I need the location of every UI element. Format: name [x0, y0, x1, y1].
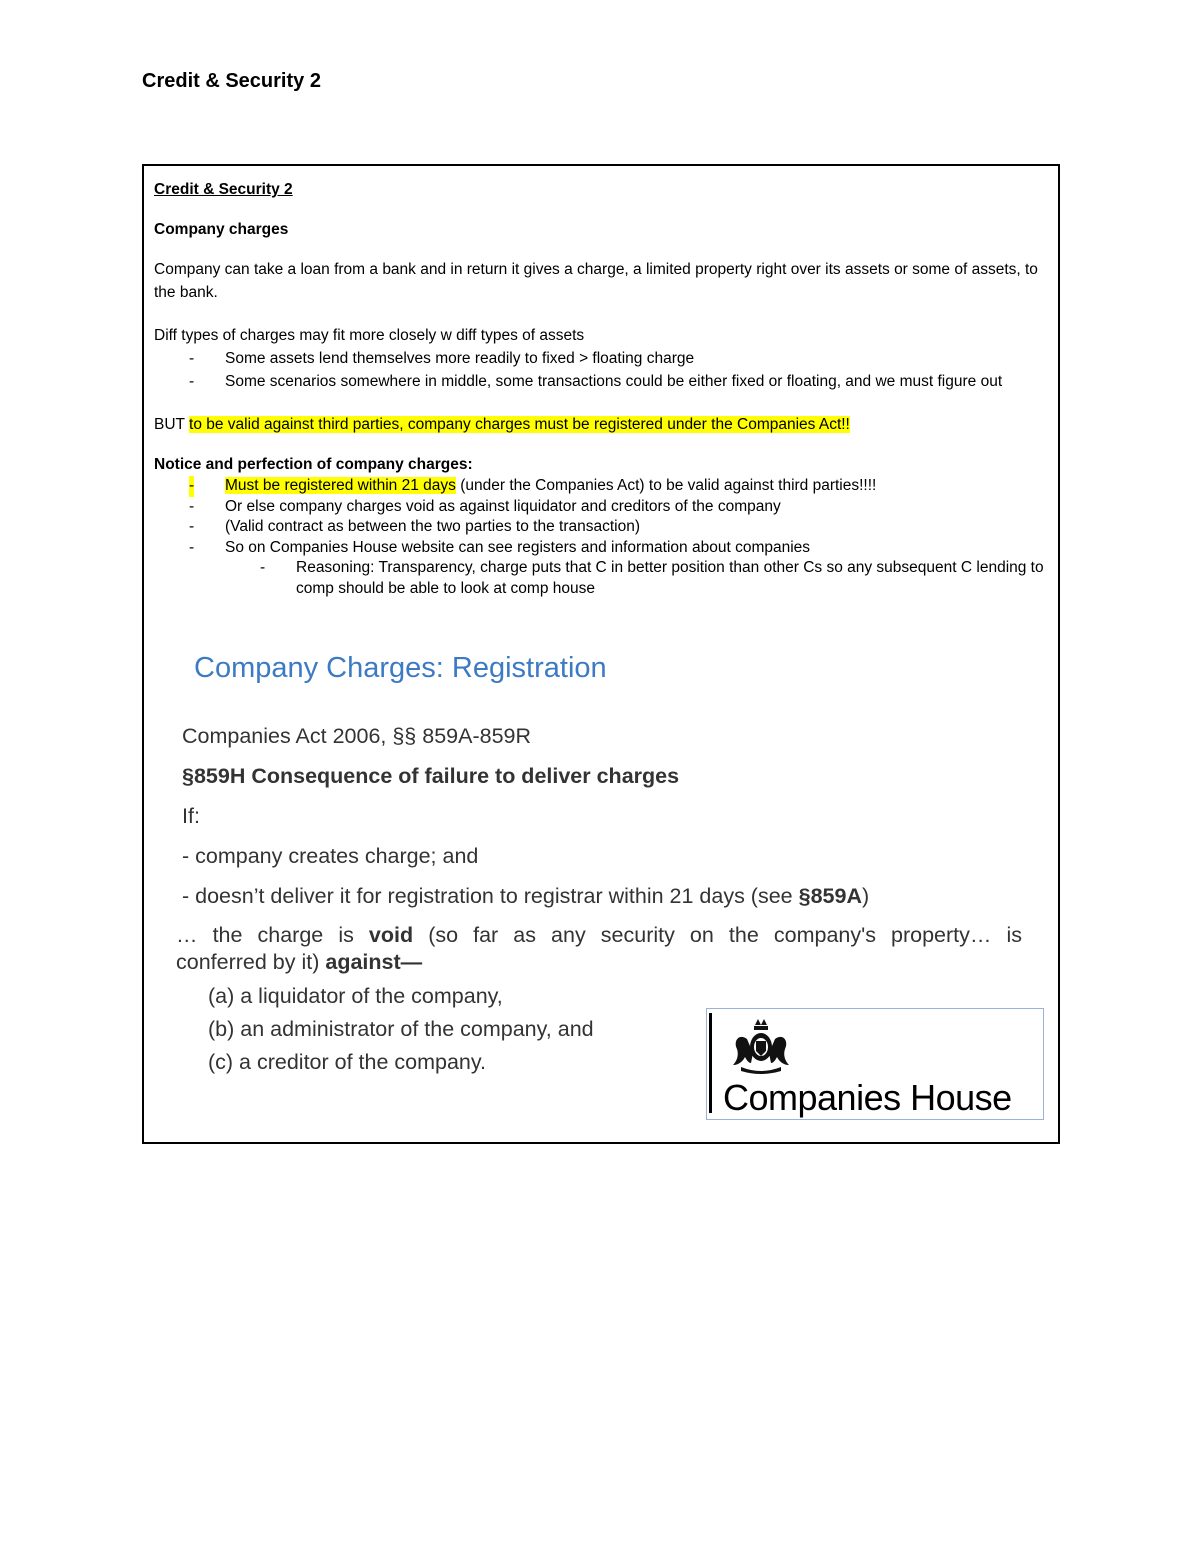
list-item: [154, 476, 1049, 497]
slide-item-c: (c) a creditor of the company.: [208, 1050, 487, 1074]
notes-title: Credit & Security 2: [154, 181, 293, 198]
slide-item-a: (a) a liquidator of the company,: [208, 984, 503, 1008]
notice-list: [154, 476, 1049, 599]
embedded-slide: [174, 646, 1054, 1126]
paragraph-loan: Company can take a loan from a bank and in return it gives a charge, a limited property right over its assets or some of assets, to the bank.: [154, 261, 1038, 301]
logo-text: Companies House: [723, 1077, 1012, 1118]
but-prefix: BUT: [154, 416, 190, 433]
highlighted-text: to be valid against third parties, company charges must be registered under the Companies Act!!: [189, 416, 850, 433]
result-line2-bold: against—: [325, 950, 423, 974]
slide-item-b: (b) an administrator of the company, and: [208, 1017, 594, 1041]
list-item: - Some scenarios somewhere in middle, some transactions could be either fixed or floating, and we must figure out: [154, 370, 1049, 393]
logo-bar: [709, 1013, 712, 1113]
cond2-bold: §859A: [798, 884, 862, 908]
section-heading-company-charges: Company charges: [154, 221, 289, 238]
notes-box: [142, 164, 1060, 1144]
list-item: - Or else company charges void as against liquidator and creditors of the company: [154, 497, 1049, 518]
list-item-rest: (under the Companies Act) to be valid against third parties!!!!: [455, 477, 877, 494]
list-item: - Some assets lend themselves more readily to fixed > floating charge: [154, 347, 1049, 370]
slide-act-reference: Companies Act 2006, §§ 859A-859R: [182, 724, 532, 748]
cond2-pre: - doesn’t deliver it for registration to registrar within 21 days (see: [182, 884, 799, 908]
royal-crest-icon: [725, 1017, 795, 1075]
list-item: - So on Companies House website can see registers and information about companies: [154, 538, 1049, 559]
slide-condition-2: [182, 884, 869, 909]
result-post: (so far as any security on the company's property… is: [413, 923, 1022, 947]
slide-result-line-1: [176, 923, 1022, 948]
paragraph-diff-types: Diff types of charges may fit more closely w diff types of assets: [154, 327, 585, 344]
assets-list: [154, 347, 1049, 393]
notes-content: [154, 178, 1049, 599]
result-line2-pre: conferred by it): [176, 950, 326, 974]
result-bold: void: [368, 923, 414, 947]
page-title: Credit & Security 2: [142, 70, 321, 92]
result-pre: … the charge is: [176, 923, 369, 947]
companies-house-logo: [706, 1008, 1044, 1120]
list-item-sub: - Reasoning: Transparency, charge puts that C in better position than other Cs so any subsequent C lending to comp should be able to look at comp house: [154, 558, 1049, 599]
slide-section-heading: §859H Consequence of failure to deliver charges: [182, 764, 680, 788]
list-item: - (Valid contract as between the two parties to the transaction): [154, 517, 1049, 538]
section-heading-notice: Notice and perfection of company charges:: [154, 456, 473, 473]
highlighted-text: Must be registered within 21 days: [225, 477, 456, 494]
paragraph-but: [154, 413, 1049, 436]
cond2-post: ): [861, 884, 870, 908]
slide-title: Company Charges: Registration: [194, 652, 607, 684]
slide-condition-1: - company creates charge; and: [182, 844, 479, 868]
slide-if-label: If:: [182, 804, 200, 828]
slide-result-line-2: [176, 950, 422, 975]
